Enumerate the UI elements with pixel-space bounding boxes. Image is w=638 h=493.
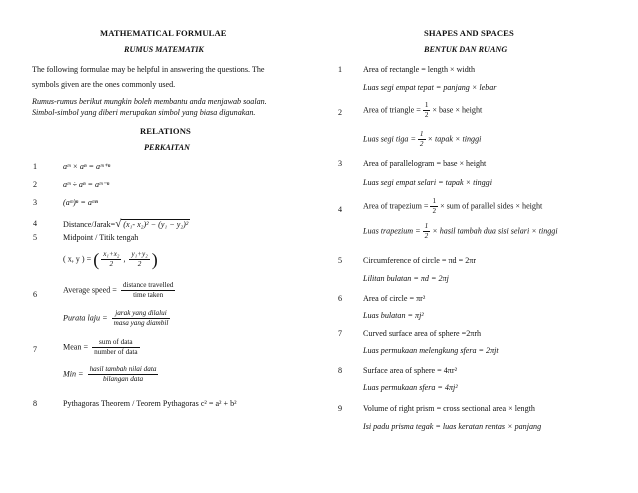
left-title: MATHEMATICAL FORMULAE: [100, 28, 227, 38]
min-formula: [63, 365, 160, 384]
mean-num: sum of data: [92, 338, 140, 348]
shape-num-1: 1: [338, 65, 343, 74]
shape-num-2: 2: [338, 108, 343, 117]
shape-ms-5: Lilitan bulatan = πd = 2πj: [363, 274, 449, 283]
shape-num-9: 9: [338, 404, 343, 413]
shape-en-6: Area of circle = πr²: [363, 294, 426, 303]
relations-heading: RELATIONS: [140, 126, 191, 136]
rel-num-4: 4: [33, 219, 38, 228]
min-num: hasil tambah nilai data: [89, 365, 157, 373]
purata-laju: [63, 309, 172, 328]
purata-num: jarak yang dilalui: [112, 309, 171, 319]
half-num: 1: [432, 197, 437, 205]
rel-num-7: 7: [33, 345, 38, 354]
shape-ms-7: Luas permukaan melengkung sfera = 2πjt: [363, 346, 499, 355]
malay-line-2: Simbol-simbol yang diberi merupakan simbol yang biasa digunakan.: [32, 108, 256, 117]
trapezium-ms-pre: Luas trapezium =: [363, 226, 421, 236]
speed-num: distance travelled: [122, 281, 174, 289]
half-den: 2: [432, 207, 437, 215]
half-num: 1: [419, 130, 424, 138]
shape-ms-2: [363, 130, 481, 149]
mid-den-1: 2: [109, 260, 114, 268]
mean-formula: [63, 338, 142, 357]
min-den: bilangan data: [102, 375, 144, 383]
trapezium-en-pre: Area of trapezium =: [363, 201, 429, 211]
mid-num-2: y₁+y₂: [131, 250, 148, 258]
rel-num-3: 3: [33, 198, 38, 207]
mean-label: Mean =: [63, 342, 89, 352]
pythagoras: Pythagoras Theorem / Teorem Pythagoras c² = a² + b²: [63, 399, 237, 408]
half-den: 2: [424, 232, 429, 240]
shape-en-3: Area of parallelogram = base × height: [363, 159, 487, 168]
mid-den-2: 2: [137, 260, 142, 268]
rel-formula-1: aᵐ × aⁿ = aᵐ⁺ⁿ: [63, 162, 111, 171]
trapezium-en-post: × sum of parallel sides × height: [440, 201, 543, 211]
distance-expr: (x₁- x₂)² − (y₁ − y₂)²: [123, 220, 189, 229]
shape-num-5: 5: [338, 256, 343, 265]
triangle-ms-post: × tapak × tinggi: [427, 134, 482, 144]
distance-label: Distance/Jarak=: [63, 220, 116, 229]
midpoint-formula: ( x, y ) = ( $\frac{\text{x₁+x₂}}{2}$ , $\frac{\text{y₁+y₂}}{2}$ ): [63, 249, 158, 270]
purata-den: masa yang diambil: [113, 319, 169, 327]
intro-line-1: The following formulae may be helpful in answering the questions. The: [32, 65, 265, 74]
triangle-en-post: × base × height: [432, 105, 483, 115]
shape-ms-1: Luas segi empat tepat = panjang × lebar: [363, 83, 497, 92]
shape-num-4: 4: [338, 205, 343, 214]
shape-en-1: Area of rectangle = length × width: [363, 65, 476, 74]
speed-den: time taken: [133, 291, 164, 299]
rel-num-1: 1: [33, 162, 38, 171]
mid-num-1: x₁+x₂: [103, 250, 120, 258]
shape-num-8: 8: [338, 366, 343, 375]
rel-distance: Distance/Jarak=√ (x₁- x₂)² − (y₁ − y₂)²: [63, 218, 189, 230]
right-title: SHAPES AND SPACES: [424, 28, 514, 38]
half-den: 2: [424, 111, 429, 119]
shape-ms-8: Luas permukaan sfera = 4πj²: [363, 383, 458, 392]
shape-en-7: Curved surface area of sphere =2πrh: [363, 329, 482, 338]
rel-num-6: 6: [33, 290, 38, 299]
midpoint-lhs: ( x, y ) =: [63, 254, 92, 264]
purata-label: Purata laju =: [63, 313, 108, 323]
rel-formula-2: aᵐ ÷ aⁿ = aᵐ⁻ⁿ: [63, 180, 110, 189]
midpoint-label: Midpoint / Titik tengah: [63, 233, 139, 242]
shape-en-5: Circumference of circle = πd = 2πr: [363, 256, 477, 265]
half-den: 2: [419, 140, 424, 148]
intro-line-2: symbols given are the ones commonly used.: [32, 80, 176, 89]
triangle-ms-pre: Luas segi tiga =: [363, 134, 416, 144]
shape-en-4: [363, 197, 542, 216]
shape-num-3: 3: [338, 159, 343, 168]
triangle-en-pre: Area of triangle =: [363, 105, 421, 115]
shape-ms-6: Luas bulatan = πj²: [363, 311, 424, 320]
rel-num-5: 5: [33, 233, 38, 242]
shape-ms-3: Luas segi empat selari = tapak × tinggi: [363, 178, 492, 187]
shape-ms-9: Isi padu prisma tegak = luas keratan rentas × panjang: [363, 422, 542, 431]
shape-en-9: Volume of right prism = cross sectional area × length: [363, 404, 535, 413]
left-subtitle: RUMUS MATEMATIK: [124, 45, 204, 54]
half-num: 1: [424, 101, 429, 109]
rel-num-8: 8: [33, 399, 38, 408]
perkaitan-heading: PERKAITAN: [144, 143, 190, 152]
shape-num-6: 6: [338, 294, 343, 303]
right-subtitle: BENTUK DAN RUANG: [424, 45, 508, 54]
shape-en-8: Surface area of sphere = 4πr²: [363, 366, 457, 375]
trapezium-ms-post: × hasil tambah dua sisi selari × tinggi: [432, 226, 558, 236]
rel-num-2: 2: [33, 180, 38, 189]
shape-num-7: 7: [338, 329, 343, 338]
shape-en-2: [363, 101, 482, 120]
malay-line-1: Rumus-rumus berikut mungkin boleh membantu anda menjawab soalan.: [32, 97, 267, 106]
shape-ms-4: [363, 222, 558, 241]
half-num: 1: [424, 222, 429, 230]
min-label: Min =: [63, 369, 84, 379]
average-speed-label: Average speed =: [63, 285, 117, 295]
mean-den: number of data: [94, 348, 138, 356]
average-speed: [63, 281, 177, 300]
rel-formula-3: (aᵐ)ⁿ = aᵐⁿ: [63, 198, 98, 207]
